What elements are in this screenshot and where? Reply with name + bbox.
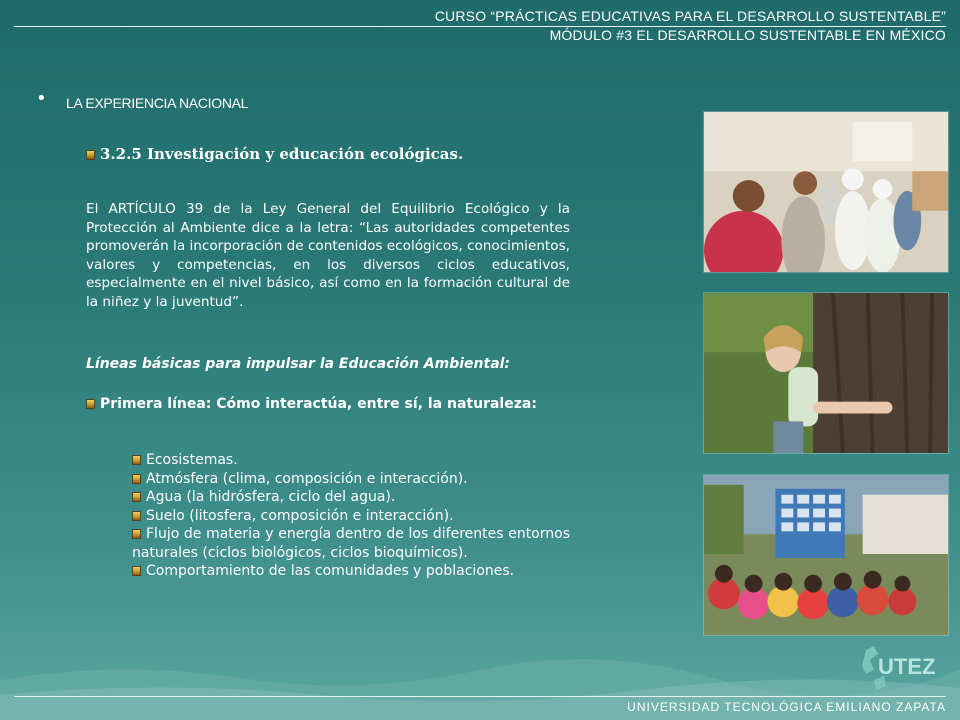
- list-item: [132, 470, 570, 489]
- first-line-text: Primera línea: Cómo interactúa, entre sí, la naturaleza:: [100, 396, 537, 412]
- list-item: [132, 562, 570, 581]
- first-line: [86, 395, 570, 414]
- list-item-text: Ecosistemas.: [146, 452, 238, 468]
- list-item-text: Atmósfera (clima, composición e interacción).: [146, 470, 468, 487]
- list-item: [132, 451, 570, 470]
- bullet-icon: [132, 566, 141, 576]
- subheading-text: 3.2.5 Investigación y educación ecológicas.: [100, 145, 464, 163]
- list-item: [132, 507, 570, 526]
- module-title: MÓDULO #3 EL DESARROLLO SUSTENTABLE EN MÉXICO: [549, 27, 946, 43]
- list-item-text: Agua (la hidrósfera, ciclo del agua).: [146, 489, 396, 505]
- footer-divider: [14, 696, 946, 697]
- list-item: [132, 525, 570, 562]
- list-item-text: Comportamiento de las comunidades y poblaciones.: [146, 563, 515, 579]
- photo-children-poster: [703, 474, 949, 636]
- lines-heading: Líneas básicas para impulsar la Educación Ambiental:: [86, 356, 511, 372]
- bullet-icon: [132, 474, 141, 484]
- article-paragraph: El ARTÍCULO 39 de la Ley General del Equilibrio Ecológico y la Protección al Ambiente dice a la letra: “Las autoridades competentes promoverán la incorporación de contenidos ecológicos, conocimientos, valores y competencias, en los diversos ciclos educativos, especialmente en el nivel básico, así como en la formación cultural de la niñez y la juventud”.: [86, 201, 570, 310]
- utez-logo: [860, 644, 946, 692]
- bullet-icon: [132, 511, 141, 521]
- list-item-text: Suelo (litosfera, composición e interacción).: [146, 507, 454, 524]
- list-item: [132, 488, 570, 507]
- section-title: LA EXPERIENCIA NACIONAL: [66, 95, 249, 111]
- photo-workshop: [703, 111, 949, 273]
- course-title: CURSO “PRÁCTICAS EDUCATIVAS PARA EL DESARROLLO SUSTENTABLE”: [434, 8, 946, 24]
- logo-text: UTEZ: [878, 654, 936, 679]
- bullet-icon: [132, 529, 141, 539]
- list-item-text: Flujo de materia y energía dentro de los diferentes entornos naturales (ciclos biológicos, ciclos bioquímicos).: [132, 526, 570, 561]
- photo-tree-hug: [703, 292, 949, 454]
- bullet-icon: [132, 455, 141, 465]
- subheading: [86, 145, 463, 163]
- bullet-icon: [86, 399, 95, 409]
- bullet-icon: [86, 150, 95, 160]
- bullet-icon: [132, 492, 141, 502]
- section-bullet: •: [36, 88, 47, 109]
- university-name: UNIVERSIDAD TECNOLÓGICA EMILIANO ZAPATA: [627, 700, 946, 714]
- topic-list: [132, 451, 570, 581]
